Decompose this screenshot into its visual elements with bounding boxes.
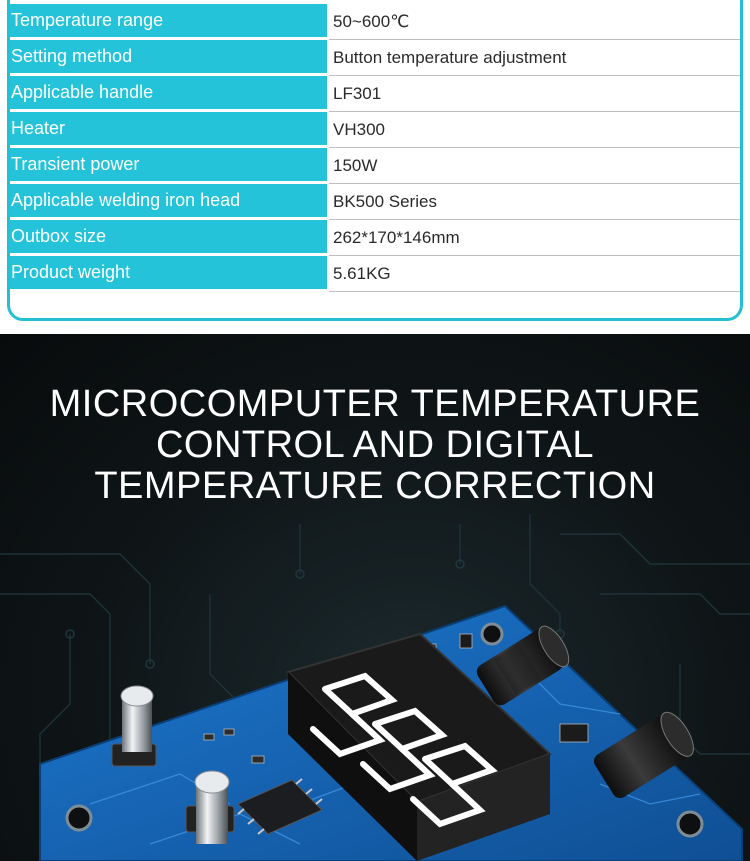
- headline-line: TEMPERATURE CORRECTION: [94, 465, 656, 507]
- spec-row: [10, 4, 740, 40]
- spec-frame: [7, 0, 743, 321]
- spec-panel: [0, 0, 750, 334]
- spec-value: 150W: [329, 148, 740, 184]
- spec-label: Applicable handle: [10, 76, 327, 112]
- spec-label: Temperature range: [10, 4, 327, 40]
- spec-label: Transient power: [10, 148, 327, 184]
- mounting-hole-right: [678, 812, 702, 836]
- spec-value: 262*170*146mm: [329, 220, 740, 256]
- button-knob-left: [112, 686, 156, 766]
- mounting-hole-top: [482, 624, 502, 644]
- product-banner: [0, 334, 750, 861]
- spec-label: Setting method: [10, 40, 327, 76]
- spec-label: Applicable welding iron head: [10, 184, 327, 220]
- spec-row: [10, 184, 740, 220]
- spec-value: BK500 Series: [329, 184, 740, 220]
- spec-value: VH300: [329, 112, 740, 148]
- spec-value: Button temperature adjustment: [329, 40, 740, 76]
- spec-value: 50~600℃: [329, 4, 740, 40]
- spec-value: 5.61KG: [329, 256, 740, 292]
- spec-table: [10, 4, 740, 292]
- mounting-hole-left: [67, 806, 91, 830]
- spec-label: Outbox size: [10, 220, 327, 256]
- pcb-illustration: [0, 334, 750, 861]
- headline-line: CONTROL AND DIGITAL: [155, 424, 595, 466]
- spec-row: [10, 112, 740, 148]
- headline-line: MICROCOMPUTER TEMPERATURE: [49, 383, 701, 425]
- spec-row: [10, 76, 740, 112]
- spec-row: [10, 256, 740, 292]
- spec-row: [10, 40, 740, 76]
- spec-label: Product weight: [10, 256, 327, 292]
- spec-value: LF301: [329, 76, 740, 112]
- spec-label: Heater: [10, 112, 327, 148]
- spec-row: [10, 220, 740, 256]
- spec-row: [10, 148, 740, 184]
